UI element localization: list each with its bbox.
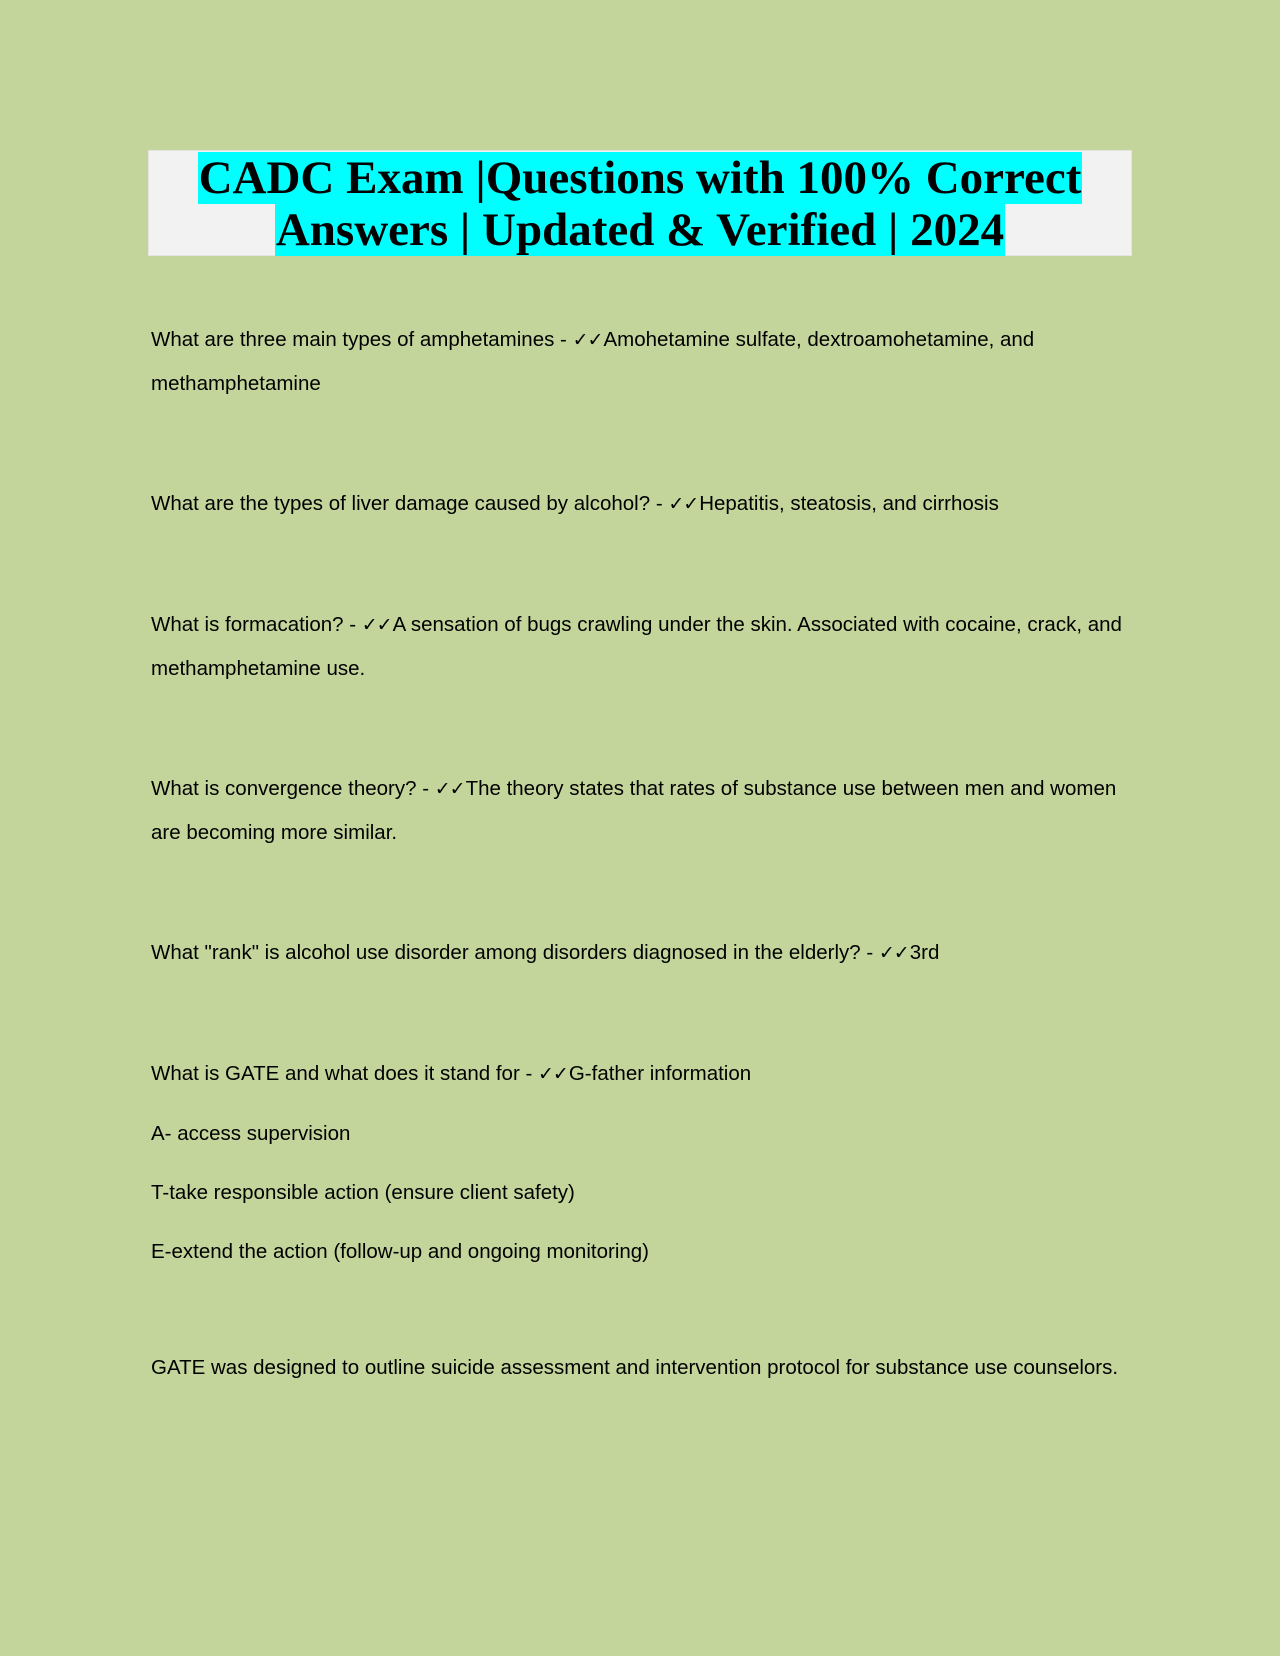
double-check-icon: ✓✓ [572, 329, 603, 351]
qa-item-4 [151, 767, 1141, 854]
answer-2: Hepatitis, steatosis, and cirrhosis [699, 492, 999, 515]
closing-paragraph: GATE was designed to outline suicide assessment and intervention protocol for substance use counselors. [151, 1356, 1119, 1379]
double-check-icon: ✓✓ [361, 614, 392, 636]
answer-6: G-father information [568, 1062, 752, 1085]
qa-item-2 [151, 482, 1141, 526]
double-check-icon: ✓✓ [434, 778, 465, 800]
title-line-2: Answers | Updated & Verified | 2024 [275, 204, 1005, 256]
gate-line-e: E-extend the action (follow-up and ongoing monitoring) [151, 1240, 649, 1263]
qa-content [151, 318, 1141, 1466]
question-1: What are three main types of amphetamines - [151, 328, 573, 351]
double-check-icon: ✓✓ [538, 1063, 568, 1085]
question-2: What are the types of liver damage caused by alcohol? - [151, 492, 669, 515]
qa-item-3 [151, 603, 1141, 690]
qa-item-6 [151, 1052, 1141, 1273]
document-title [148, 150, 1132, 256]
qa-item-6-first-line [151, 1052, 1141, 1096]
gate-line-a: A- access supervision [151, 1122, 351, 1145]
question-3: What is formacation? - [151, 613, 362, 636]
answer-3: A sensation of bugs crawling under the skin. Associated with cocaine, crack, and methamphetamine use. [151, 613, 1122, 680]
title-line-1: CADC Exam |Questions with 100% Correct [198, 152, 1082, 204]
qa-item-5 [151, 931, 1141, 975]
question-5: What "rank" is alcohol use disorder among disorders diagnosed in the elderly? - [151, 941, 879, 964]
gate-line-t: T-take responsible action (ensure client safety) [151, 1181, 575, 1204]
question-4: What is convergence theory? - [151, 777, 435, 800]
double-check-icon: ✓✓ [668, 493, 699, 515]
answer-5: 3rd [909, 941, 940, 964]
double-check-icon: ✓✓ [878, 942, 909, 964]
qa-item-1 [151, 318, 1141, 405]
answer-1: Amohetamine sulfate, dextroamohetamine, and methamphetamine [151, 328, 1035, 395]
answer-4: The theory states that rates of substance use between men and women are becoming more similar. [151, 777, 1117, 844]
question-6: What is GATE and what does it stand for - [151, 1062, 539, 1085]
